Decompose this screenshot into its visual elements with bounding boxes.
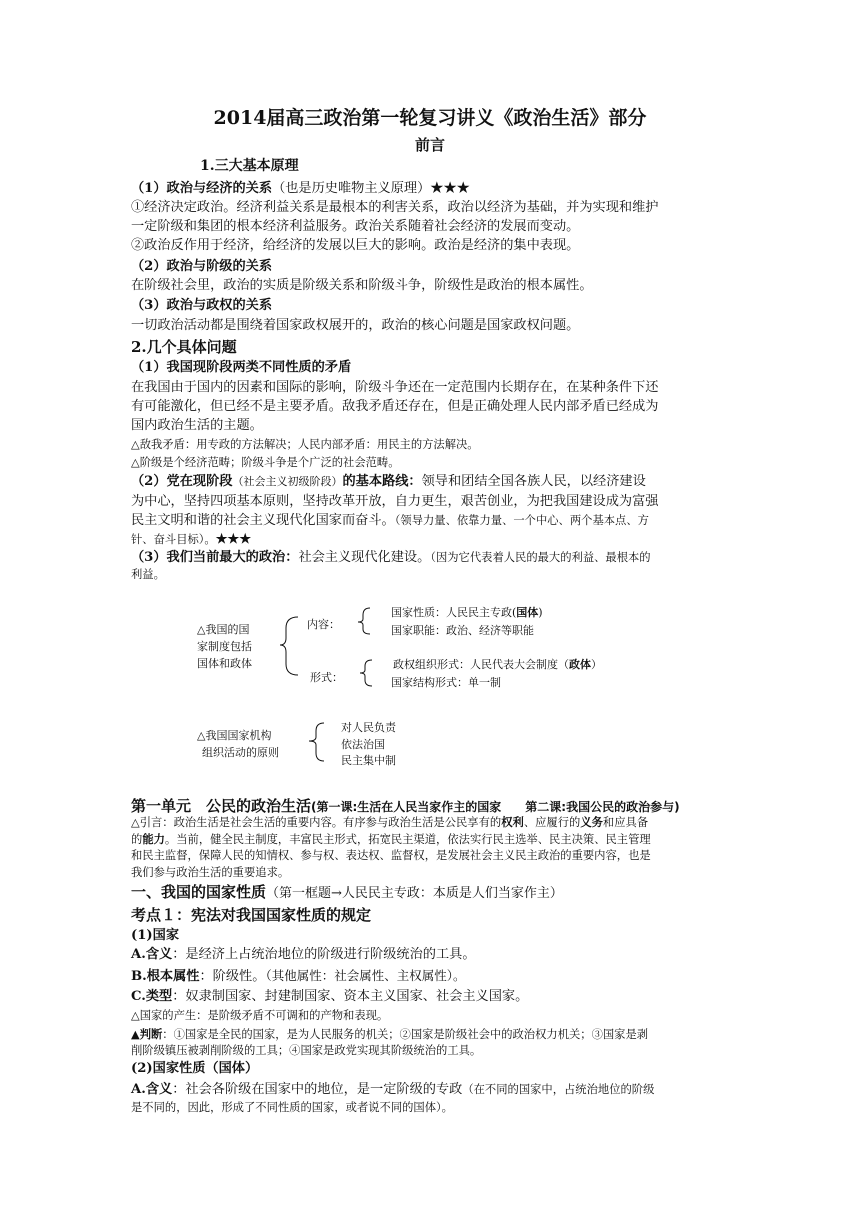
s2-3-note: （因为它代表着人民的最大的利益、最根本的 xyxy=(430,551,651,564)
s2-1-para-1: 在我国由于国内的因素和国际的影响，阶级斗争还在一定范围内长期存在，在某种条件下还 xyxy=(131,380,659,395)
judgement-line-2: 削阶级镇压被剥削阶级的工具；④国家是政党实现其阶级统治的工具。 xyxy=(131,1044,482,1057)
a2-label: A.含义 xyxy=(131,1082,173,1097)
s1-2-para: 在阶级社会里，政治的实质是阶级关系和阶级斗争，阶级性是政治的根本属性。 xyxy=(131,278,593,293)
section-2-heading: 2.几个具体问题 xyxy=(131,338,237,356)
s2-3-line-2: 利益。 xyxy=(131,568,165,581)
intro-1a: △引言：政治生活是社会生活的重要内容。有序参与政治生活是公民享有的 xyxy=(131,816,502,829)
s1-1-para-2: ②政治反作用于经济，给经济的发展以巨大的影响。政治是经济的集中表现。 xyxy=(131,238,580,253)
state-subheading: (1)国家 xyxy=(131,928,180,943)
s2-1-note-1: △敌我矛盾：用专政的方法解决；人民内部矛盾：用民主的方法解决。 xyxy=(131,438,479,451)
s2-1-note-2: △阶级是个经济范畴；阶级斗争是个广泛的社会范畴。 xyxy=(131,456,400,469)
s2-2-heading-note: （社会主义初级阶段） xyxy=(232,475,343,488)
diagram2-root-line-1: △我国国家机构 xyxy=(197,729,272,742)
b-label: B.根本属性 xyxy=(131,969,200,984)
intro-1c: 、应履行的 xyxy=(523,816,581,829)
s1-3-para: 一切政治活动都是围绕着国家政权展开的，政治的核心问题是国家政权问题。 xyxy=(131,318,580,333)
intro-2b: 能力 xyxy=(142,832,165,846)
state-nature-definition-cont: 是不同的，因此，形成了不同性质的国家，或者说不同的国体）。 xyxy=(131,1101,453,1114)
s2-2-text-d: 领导和团结全国各族人民，以经济建设 xyxy=(421,474,646,489)
c-text: ：奴隶制国家、封建制国家、资本主义国家、社会主义国家。 xyxy=(172,989,529,1004)
diagram1-item-state-function: 国家职能：政治、经济等职能 xyxy=(391,624,534,637)
s2-2-line-3b: （领导力量、依靠力量、一个中心、两个基本点、方 xyxy=(394,514,649,527)
item3a: 政权组织形式：人民代表大会制度（ xyxy=(393,658,569,671)
state-types xyxy=(131,987,528,1006)
diagram2-item-rule-of-law: 依法治国 xyxy=(341,738,385,751)
judge-label: ▲判断 xyxy=(131,1027,163,1041)
s1-3-heading: （3）政治与政权的关系 xyxy=(131,298,273,313)
s2-2-line-4a: 针、奋斗目标）。 xyxy=(131,533,216,546)
item1c: ) xyxy=(538,606,543,619)
state-origin-note: △国家的产生：是阶级矛盾不可调和的产物和表现。 xyxy=(131,1009,389,1022)
a-text: ：是经济上占统治地位的阶级进行阶级统治的工具。 xyxy=(172,947,476,962)
sec-1-heading-line xyxy=(131,881,563,902)
intro-1e: 和应具备 xyxy=(602,816,649,829)
unit-1-lessons: (第一课:生活在人民当家作主的国家 第二课:我国公民的政治参与) xyxy=(311,800,680,814)
intro-1b: 权利 xyxy=(501,815,524,829)
diagram1-root-line-2: 家制度包括 xyxy=(197,640,252,653)
s2-2-heading-c: 的基本路线： xyxy=(342,474,422,489)
s2-2-line-3a: 民主文明和谐的社会主义现代化国家而奋斗。 xyxy=(131,513,395,528)
c-label: C.类型 xyxy=(131,989,173,1004)
item1a: 国家性质：人民民主专政( xyxy=(391,606,517,619)
item3c: ） xyxy=(591,658,602,671)
diagram1-item-state-structure: 国家结构形式：单一制 xyxy=(391,676,501,689)
preface-heading: 前言 xyxy=(414,136,445,154)
s2-1-heading: （1）我国现阶段两类不同性质的矛盾 xyxy=(131,360,352,375)
diagram1-form-label: 形式： xyxy=(310,671,343,684)
s2-2-line-2: 为中心，坚持四项基本原则，坚持改革开放，自力更生，艰苦创业，为把我国建设成为富强 xyxy=(131,494,659,509)
intro-2a: 的 xyxy=(131,833,143,846)
intro-1d: 义务 xyxy=(580,815,603,829)
s2-1-para-2: 有可能激化，但已经不是主要矛盾。敌我矛盾还存在，但是正确处理人民内部矛盾已经成为 xyxy=(131,399,659,414)
intro-2c: 。当前，健全民主制度，丰富民主形式，拓宽民主渠道，依法实行民主选举、民主决策、民主管理 xyxy=(164,833,651,846)
diagram2-item-responsible: 对人民负责 xyxy=(341,721,396,734)
diagram2-root-line-2: 组织活动的原则 xyxy=(202,746,279,759)
s2-3-heading: （3）我们当前最大的政治： xyxy=(131,550,299,565)
state-fundamental-attribute xyxy=(131,966,465,986)
kaodian-1-heading: 考点１：宪法对我国国家性质的规定 xyxy=(131,906,372,924)
state-nature-subheading: (2)国家性质（国体） xyxy=(131,1061,259,1076)
s1-1-heading: （1）政治与经济的关系 xyxy=(131,181,273,196)
s2-3-text: 社会主义现代化建设。 xyxy=(298,550,431,565)
a2-note: （在不同的国家中，占统治地位的阶级 xyxy=(462,1083,655,1096)
state-definition xyxy=(131,945,476,964)
item1b: 国体 xyxy=(516,606,539,619)
unit-1-heading: 第一单元 公民的政治生活 xyxy=(131,797,312,815)
diagram2-item-democratic-centralism: 民主集中制 xyxy=(341,754,396,767)
section-1-heading: 1.三大基本原理 xyxy=(200,158,299,174)
s1-1-para-1a: ①经济决定政治。经济利益关系是最根本的利害关系，政治以经济为基础，并为实现和维护 xyxy=(131,200,659,215)
b-text: ：阶级性。 xyxy=(199,969,266,984)
unit-1-intro-line-4: 我们参与政治生活的重要追求。 xyxy=(131,866,290,879)
s1-1-note: （也是历史唯物主义原理）★★★ xyxy=(272,181,470,196)
diagram1-root-line-1: △我国的国 xyxy=(197,623,250,636)
sec-1-heading: 一、我国的国家性质 xyxy=(131,883,267,901)
a-label: A.含义 xyxy=(131,947,173,962)
s1-2-heading: （2）政治与阶级的关系 xyxy=(131,259,273,274)
diagram1-content-label: 内容： xyxy=(307,618,340,631)
sec-1-note: （第一框题→人民民主专政：本质是人们当家作主） xyxy=(266,886,563,901)
unit-1-intro-line-3: 和民主监督，保障人民的知情权、参与权、表达权、监督权，是发展社会主义民主政治的重要内容，也是 xyxy=(131,849,651,862)
judge-1: ：①国家是全民的国家，是为人民服务的机关；②国家是阶级社会中的政治权力机关；③国家是剥 xyxy=(162,1028,649,1041)
b-note: （其他属性：社会属性、主权属性）。 xyxy=(265,968,466,983)
s2-1-para-3: 国内政治生活的主题。 xyxy=(131,418,263,433)
s1-1-para-1b: 一定阶级和集团的根本经济利益服务。政治关系随着社会经济的发展而变动。 xyxy=(131,219,580,234)
state-nature-definition xyxy=(131,1080,654,1099)
item3b: 政体 xyxy=(569,658,591,671)
document-title: 2014届高三政治第一轮复习讲义《政治生活》部分 xyxy=(213,107,647,129)
a2-text: ：社会各阶级在国家中的地位，是一定阶级的专政 xyxy=(172,1082,463,1097)
s2-2-heading-a: （2）党在现阶段 xyxy=(131,474,233,489)
s2-2-stars: ★★★ xyxy=(215,532,252,547)
diagram1-root-line-3: 国体和政体 xyxy=(197,657,252,670)
